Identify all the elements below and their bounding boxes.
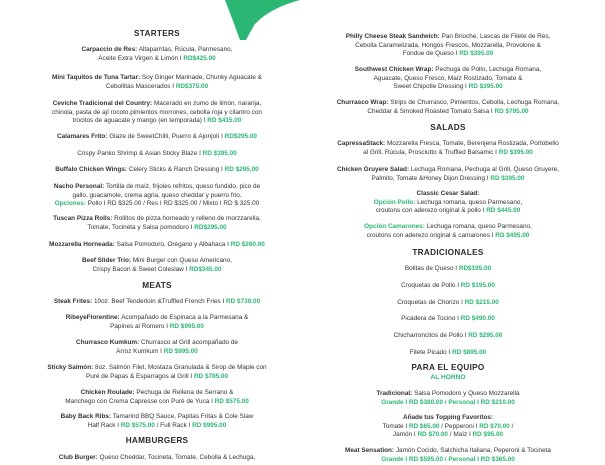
section-title-hamburgers: HAMBURGERS [125, 436, 189, 445]
menu-item-steak-frites: Steak Frites: 10oz. Beef Tenderloin &Truffled French Fries I RD $730.00 [53, 298, 261, 305]
menu-item-chicken-gruyere: Chicken Gruyere Salad: Lechuga Romana, Pechuga al Grill, Queso Gruyere, Palmito, Tomate &Honey Dijon Dressing I RD $395.00 [336, 166, 560, 182]
menu-item-southwest-wrap: Southwest Chicken Wrap: Pechuga de Pollo, Lechuga Romana, Aguacate, Queso Fresco, Maíz Rostizado, Tomate & Sweet Chipotle Dressing I RD $395.00 [354, 66, 542, 91]
menu-item-churrasco-wrap: Churrasco Wrap: Strips de Churrasco, Pimientos, Cebolla, Lechuga Romana, Cheddar & Smoked Roasted Tomato Salsa I RD $795.00 [336, 99, 560, 115]
menu-item-club-burger: Club Burger: Queso Cheddar, Tocineta, Tomate, Cebolla & Lechuga, [58, 454, 256, 461]
section-title-meats: MEATS [142, 281, 172, 290]
menu-item-philly: Philly Cheese Steak Sandwich: Pan Brioche, Lascas de Filete de Res, Cebolla Caramelizada, Hongos Frescos, Mozzarella, Provolone & Fondue de Queso I RD $395.00 [345, 33, 551, 58]
menu-item-croquetas-chorizo: Croquetas de Chorizo I RD $215.00 [397, 299, 499, 306]
menu-item-buffalo-wings: Buffalo Chicken Wings: Celery Sticks & Ranch Dressing I RD $295.00 [55, 166, 259, 173]
menu-item-picadera-tocino: Picadera de Tocino I RD $490.00 [401, 315, 495, 322]
menu-item-chicharroncitos: Chicharroncitos de Pollo I RD $295.00 [393, 332, 503, 339]
menu-item-pizza-rolls: Tuscan Pizza Rolls: Rollitos de pizza horneado y relleno de morzzarella, Tomate, Tocineta y Salsa pomodoro I RD$295.00 [53, 215, 261, 231]
menu-item-churrasco-kumkum: Churrasco Kumkum: Churrasco al Grill acompañado de Arroz Kumkum I RD $995.00 [76, 339, 238, 355]
menu-item-sticky-salmon: Sticky Salmón: 8oz. Salmón Filet, Mostaza Granulada & Sirop de Maple con Puré de Papas & Esparragos al Grill I RD $785.00 [47, 364, 267, 380]
menu-item-cesar-camarones: Opción Camarones: Lechuga romana, queso Parmesano, croutons con aderezo original & camarones I RD $495.00 [364, 223, 532, 239]
menu-item-croquetas-pollo: Croquetas de Pollo I RD $195.00 [401, 282, 495, 289]
menu-item-capressa-stack: CapressaStack: Mozzarella Fresca, Tomate, Berenjena Rostizada, Portobello al Grill, Rúcula, Prosciutto & Truffled Balsamic I RD $395.00 [337, 140, 559, 156]
menu-item-taquitos: Mini Taquitos de Tuna Tartar: Soy Ginger Marinade, Chunky Aguacate & Cebollitas Mascerados I RD$375.00 [52, 74, 262, 90]
menu-item-bolitas-queso: Bolitas de Queso I RD$195.00 [404, 265, 492, 272]
section-subtitle-al-horno: AL HORNO [430, 374, 466, 381]
section-title-starters: STARTERS [134, 29, 180, 38]
menu-item-ribeye: RibeyeFlorentine: Acompañado de Espinaca a la Parmesana & Papines al Romero I RD $995.00 [65, 314, 249, 330]
menu-item-ceviche: Ceviche Tradicional del Country: Macerado en zumo de limón, naranja, chinola, pasta de ají rocoto,pimientos morrones, cebolla roja y cilantro con trocitos de aguacate y mango (en temporada) I RD $415.00 [52, 100, 262, 125]
menu-item-baby-back-ribs: Baby Back Ribs: Tamarind BBQ Sauce, Papitas Fritas & Cole Slaw Half Rack I RD $575.00 / Full Rack I RD $995.00 [60, 413, 254, 429]
menu-item-toppings: Añade tus Topping Favoritos: Tomate I RD $65.00 / Pepperoni I RD $70.00 / Jamón I RD $70.00 / Maíz I RD $95.00 [382, 414, 514, 439]
menu-item-carpaccio: Carpaccio de Res: Altaparritas, Rúcula, Parmesano, Aceite Extra Virgen & Limón I RD$425.00 [81, 46, 233, 62]
menu-item-cesar-salad: Classic Cesar Salad: Opción Pollo: Lechuga romana, queso Parmesano, croutons con aderezo original & pollo I RD $445.00 [373, 190, 523, 215]
menu-item-panko-shrimp: Crispy Panko Shrimp & Asian Sticky Blaze I RD $395.00 [77, 150, 237, 157]
menu-item-chicken-roulade: Chicken Roulade: Pechuga de Rellena de Serrano & Manchego con Crema Capresse con Puré de Yuca I RD $575.00 [65, 389, 249, 405]
menu-item-slider-trio: Beef Slider Trio: Mini Burger con Queso Americano, Crispy Bacon & Sweet Coleslaw I RD$345.00 [82, 257, 232, 273]
menu-item-mozzarella: Mozzarella Horneada: Salsa Pomodoro, Orégano y Albahaca I RD $260.00 [49, 241, 265, 248]
section-title-para-el-equipo: PARA EL EQUIPO [411, 363, 485, 372]
menu-item-meat-sensation: Meat Sensation: Jamón Cocido, Salchicha Italiana, Peperoni & Tocineta Grande I RD $595.00 / Personal I RD $365.00 [345, 447, 551, 463]
section-title-tradicionales: TRADICIONALES [412, 248, 484, 257]
menu-item-pizza-tradicional: Tradicional: Salsa Pomodoro y Queso Mozzarella Grande I RD $380.00 / Personal I RD $210.00 [376, 390, 520, 406]
section-title-salads: SALADS [430, 123, 466, 132]
menu-item-nacho: Nacho Personal: Tortilla de maíz, frijoles refritos, queso fundido, pico de gallo, guacamole, crema agria, queso cheddar y puerro frio. Opciones: Pollo I RD $325.00 / Res I RD $325.00 / Mixto I RD $ 325.00 [53, 183, 261, 208]
menu-item-filete-picado: Filete Picado I RD $895.00 [409, 349, 487, 356]
menu-item-calamares: Calamares Frito: Glaze de SweetChilli, Puerro & Ajonjolí I RD$295.00 [56, 133, 257, 140]
